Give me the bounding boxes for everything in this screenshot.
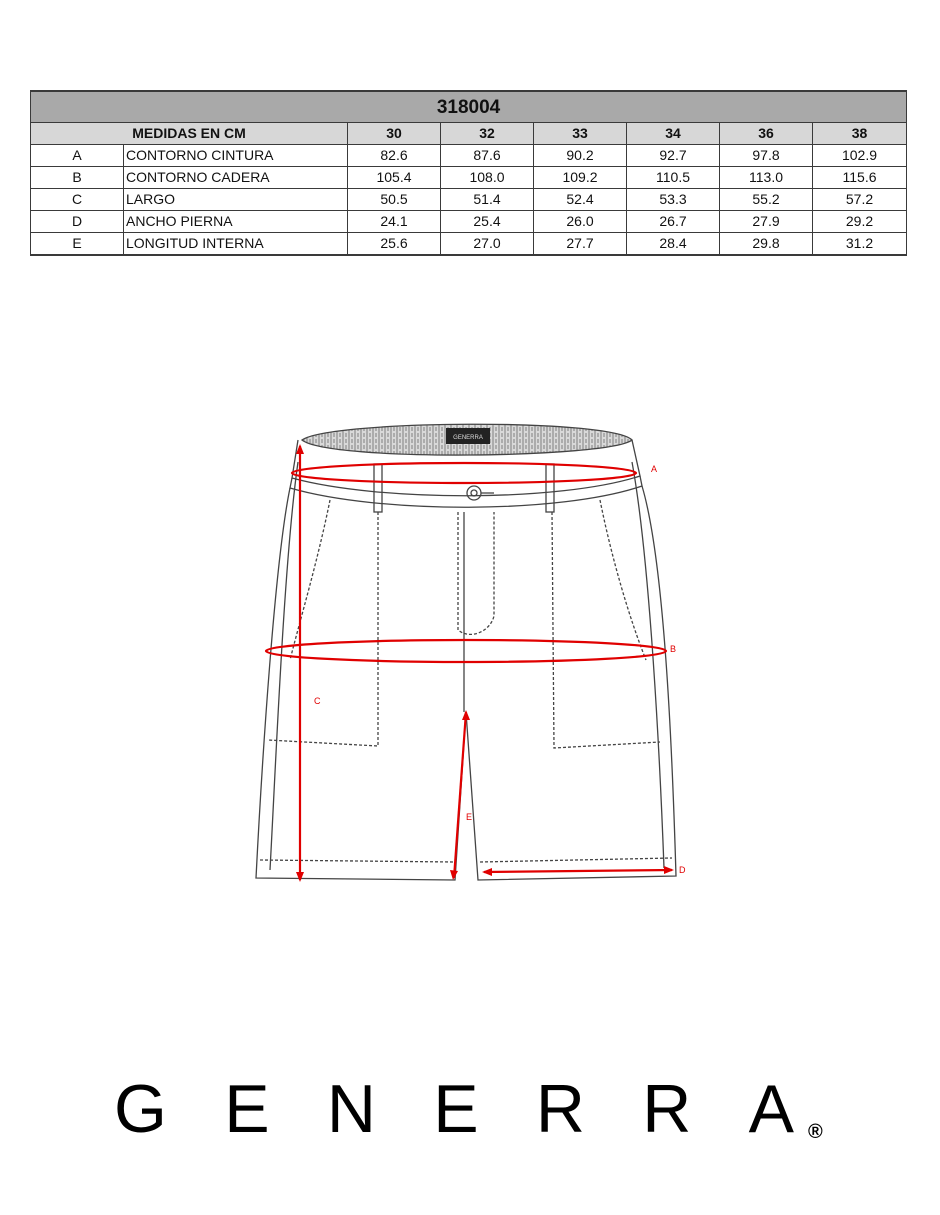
waist-measure-ellipse	[292, 463, 636, 483]
table-cell: 26.0	[534, 211, 627, 233]
table-cell: 25.4	[441, 211, 534, 233]
size-header: 30	[348, 123, 441, 145]
label-d: D	[679, 865, 686, 875]
row-code: B	[31, 167, 124, 189]
size-header: 32	[441, 123, 534, 145]
belt-loop	[546, 464, 554, 512]
table-cell: 97.8	[720, 145, 813, 167]
table-cell: 92.7	[627, 145, 720, 167]
table-cell: 90.2	[534, 145, 627, 167]
table-cell: 27.9	[720, 211, 813, 233]
size-header: 34	[627, 123, 720, 145]
table-header-row	[31, 123, 907, 145]
table-cell: 102.9	[813, 145, 907, 167]
measurement-labels	[314, 464, 686, 875]
table-cell: 113.0	[720, 167, 813, 189]
size-header: 36	[720, 123, 813, 145]
table-row	[31, 211, 907, 233]
row-label: LONGITUD INTERNA	[124, 233, 348, 256]
table-cell: 109.2	[534, 167, 627, 189]
table-cell: 26.7	[627, 211, 720, 233]
brand-logo	[114, 1074, 834, 1144]
table-row	[31, 233, 907, 256]
brand-wordmark: GENERRA	[114, 1074, 794, 1144]
table-cell: 31.2	[813, 233, 907, 256]
table-row	[31, 145, 907, 167]
hip-measure-ellipse	[266, 640, 666, 662]
row-label: CONTORNO CINTURA	[124, 145, 348, 167]
label-a: A	[651, 464, 658, 474]
header-label: MEDIDAS EN CM	[31, 123, 348, 145]
arrowhead	[450, 870, 458, 880]
table-cell: 25.6	[348, 233, 441, 256]
table-cell: 27.7	[534, 233, 627, 256]
arrowhead	[664, 866, 674, 874]
table-cell: 87.6	[441, 145, 534, 167]
table-cell: 55.2	[720, 189, 813, 211]
row-code: D	[31, 211, 124, 233]
row-code: E	[31, 233, 124, 256]
right-pocket	[600, 500, 646, 660]
size-chart-table	[30, 90, 907, 256]
table-cell: 29.8	[720, 233, 813, 256]
arrowhead	[482, 868, 492, 876]
belt-loop	[374, 464, 382, 512]
label-e: E	[466, 812, 473, 822]
table-cell: 57.2	[813, 189, 907, 211]
table-row	[31, 189, 907, 211]
table-cell: 27.0	[441, 233, 534, 256]
left-pocket	[290, 500, 330, 660]
right-side-seam	[632, 462, 664, 868]
table-cell: 105.4	[348, 167, 441, 189]
table-row	[31, 167, 907, 189]
table-cell: 108.0	[441, 167, 534, 189]
table-cell: 115.6	[813, 167, 907, 189]
row-label: LARGO	[124, 189, 348, 211]
brand-tag	[446, 428, 490, 444]
row-code: A	[31, 145, 124, 167]
arrowhead	[296, 872, 304, 882]
size-header: 38	[813, 123, 907, 145]
table-cell: 28.4	[627, 233, 720, 256]
registered-mark: ®	[808, 1121, 823, 1143]
button	[467, 486, 481, 500]
arrowhead	[462, 710, 470, 720]
table-cell: 52.4	[534, 189, 627, 211]
tag-text: GENERRA	[453, 435, 483, 441]
table-cell: 24.1	[348, 211, 441, 233]
size-header: 33	[534, 123, 627, 145]
left-hem-stitch	[260, 860, 454, 862]
label-c: C	[314, 696, 321, 706]
table-cell: 110.5	[627, 167, 720, 189]
leg-width-measure-line	[484, 870, 672, 872]
style-number: 318004	[31, 91, 907, 123]
left-patch-pocket	[268, 512, 378, 746]
shorts-technical-drawing	[0, 400, 940, 900]
table-cell: 82.6	[348, 145, 441, 167]
row-code: C	[31, 189, 124, 211]
table-cell: 53.3	[627, 189, 720, 211]
table-cell: 51.4	[441, 189, 534, 211]
row-label: CONTORNO CADERA	[124, 167, 348, 189]
table-title-row	[31, 91, 907, 123]
label-b: B	[670, 644, 677, 654]
inseam-measure-line	[454, 712, 466, 878]
row-label: ANCHO PIERNA	[124, 211, 348, 233]
table-cell: 29.2	[813, 211, 907, 233]
table-cell: 50.5	[348, 189, 441, 211]
right-hem-stitch	[480, 858, 672, 862]
